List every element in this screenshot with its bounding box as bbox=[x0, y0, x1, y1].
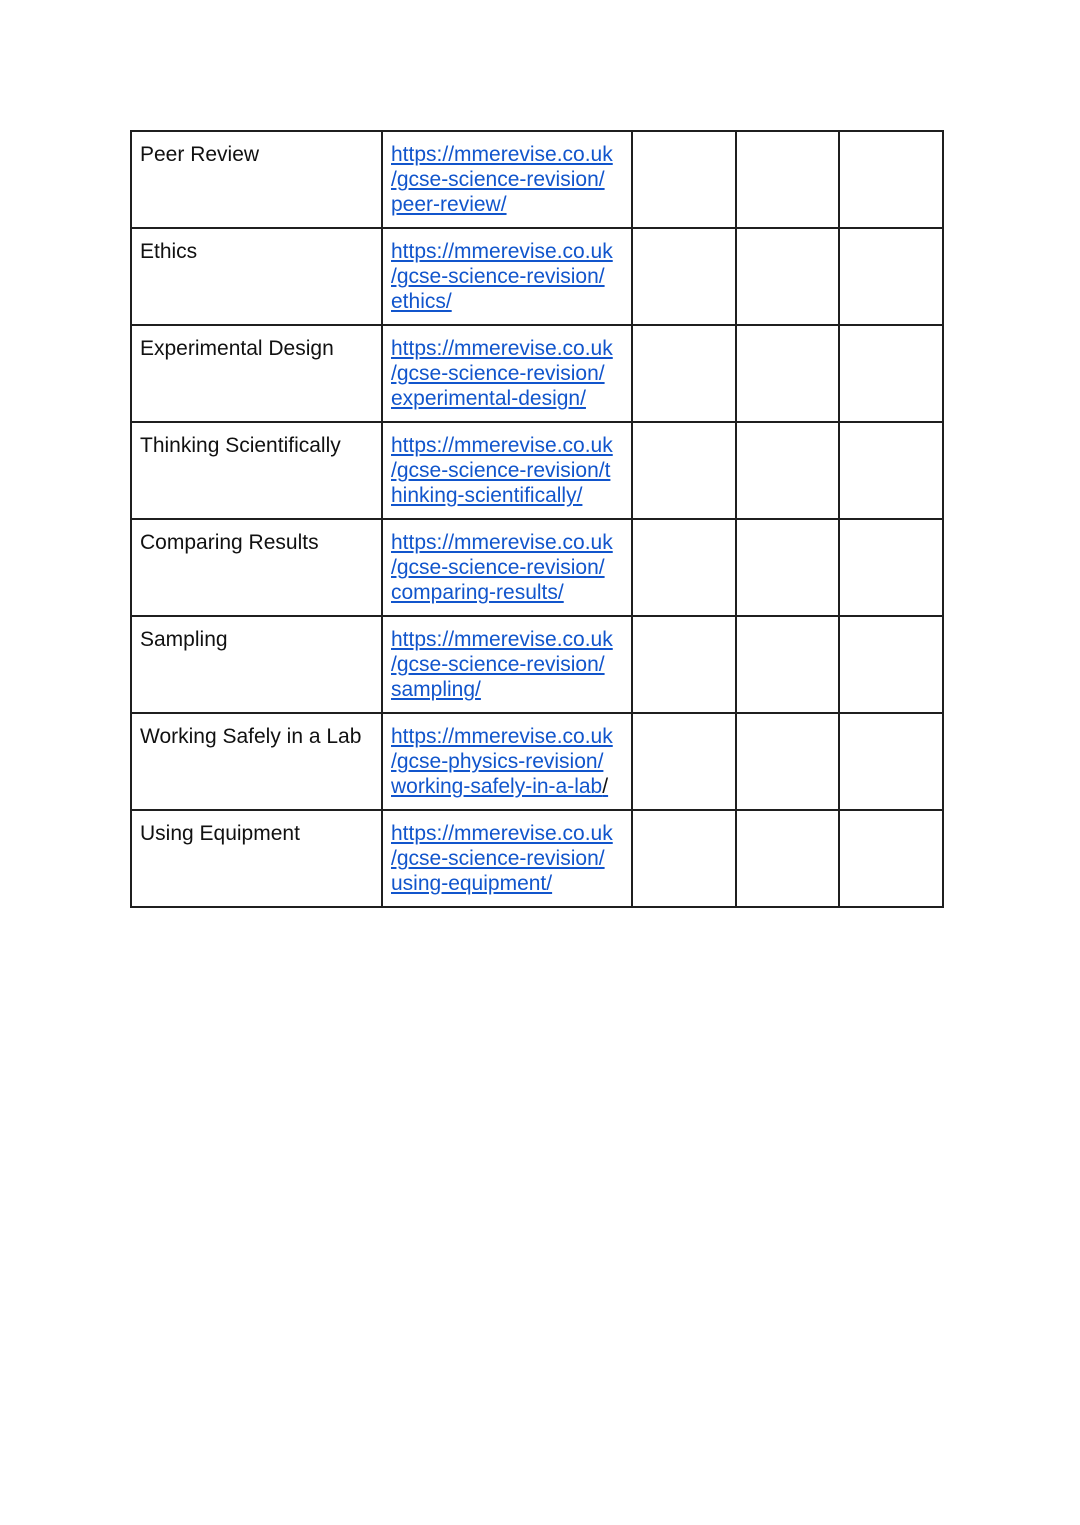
empty-cell-2[interactable] bbox=[736, 713, 839, 810]
topic-cell bbox=[131, 131, 382, 228]
empty-cell-3[interactable] bbox=[839, 810, 943, 907]
topic-cell bbox=[131, 616, 382, 713]
empty-cell-3[interactable] bbox=[839, 519, 943, 616]
link-line: /gcse-science-revision/ bbox=[391, 362, 605, 385]
empty-cell-1[interactable] bbox=[632, 228, 736, 325]
table-row bbox=[131, 422, 943, 519]
revision-link[interactable] bbox=[391, 627, 623, 702]
topic-label: Peer Review bbox=[140, 143, 260, 166]
link-trailing-slash: / bbox=[602, 775, 609, 798]
topic-cell bbox=[131, 228, 382, 325]
empty-cell-3[interactable] bbox=[839, 131, 943, 228]
link-line: using-equipment/ bbox=[391, 872, 553, 895]
topic-label: Sampling bbox=[140, 628, 228, 651]
table-row bbox=[131, 616, 943, 713]
topic-label: Comparing Results bbox=[140, 531, 319, 554]
topic-cell bbox=[131, 422, 382, 519]
empty-cell-2[interactable] bbox=[736, 131, 839, 228]
empty-cell-1[interactable] bbox=[632, 131, 736, 228]
empty-cell-2[interactable] bbox=[736, 325, 839, 422]
empty-cell-2[interactable] bbox=[736, 616, 839, 713]
link-line: hinking-scientifically/ bbox=[391, 484, 583, 507]
empty-cell-1[interactable] bbox=[632, 810, 736, 907]
empty-cell-1[interactable] bbox=[632, 422, 736, 519]
link-line: /gcse-science-revision/ bbox=[391, 265, 605, 288]
link-line: https://mmerevise.co.uk bbox=[391, 822, 613, 845]
revision-link[interactable] bbox=[391, 239, 623, 314]
empty-cell-2[interactable] bbox=[736, 422, 839, 519]
link-line: ethics/ bbox=[391, 290, 452, 313]
table-row bbox=[131, 519, 943, 616]
link-line: sampling/ bbox=[391, 678, 481, 701]
link-line: /gcse-science-revision/ bbox=[391, 556, 605, 579]
link-line: https://mmerevise.co.uk bbox=[391, 434, 613, 457]
link-cell bbox=[382, 616, 632, 713]
empty-cell-2[interactable] bbox=[736, 228, 839, 325]
link-line: https://mmerevise.co.uk bbox=[391, 240, 613, 263]
link-line: peer-review/ bbox=[391, 193, 507, 216]
link-line: https://mmerevise.co.uk bbox=[391, 337, 613, 360]
topic-cell bbox=[131, 713, 382, 810]
link-cell bbox=[382, 713, 632, 810]
revision-link[interactable] bbox=[391, 821, 623, 896]
revision-link[interactable] bbox=[391, 336, 623, 411]
table-row bbox=[131, 228, 943, 325]
topic-label: Working Safely in a Lab bbox=[140, 725, 362, 748]
topic-cell bbox=[131, 325, 382, 422]
revision-link[interactable] bbox=[391, 433, 623, 508]
revision-link[interactable] bbox=[391, 724, 623, 799]
link-cell bbox=[382, 325, 632, 422]
topic-label: Thinking Scientifically bbox=[140, 434, 341, 457]
link-cell bbox=[382, 519, 632, 616]
empty-cell-3[interactable] bbox=[839, 422, 943, 519]
empty-cell-3[interactable] bbox=[839, 228, 943, 325]
revision-topics-table bbox=[130, 130, 944, 908]
topic-label: Using Equipment bbox=[140, 822, 300, 845]
topic-label: Experimental Design bbox=[140, 337, 334, 360]
empty-cell-1[interactable] bbox=[632, 325, 736, 422]
revision-link[interactable] bbox=[391, 530, 623, 605]
table-body bbox=[131, 131, 943, 907]
link-line: experimental-design/ bbox=[391, 387, 586, 410]
link-line bbox=[391, 774, 623, 799]
link-line: /gcse-science-revision/ bbox=[391, 168, 605, 191]
table-row bbox=[131, 131, 943, 228]
link-line: https://mmerevise.co.uk bbox=[391, 531, 613, 554]
link-line: /gcse-science-revision/t bbox=[391, 459, 611, 482]
empty-cell-3[interactable] bbox=[839, 325, 943, 422]
empty-cell-3[interactable] bbox=[839, 713, 943, 810]
link-line-linked: working-safely-in-a-lab bbox=[391, 775, 603, 798]
link-cell bbox=[382, 810, 632, 907]
link-line: https://mmerevise.co.uk bbox=[391, 628, 613, 651]
link-line: https://mmerevise.co.uk bbox=[391, 143, 613, 166]
link-cell bbox=[382, 131, 632, 228]
topic-cell bbox=[131, 810, 382, 907]
empty-cell-2[interactable] bbox=[736, 519, 839, 616]
link-line: https://mmerevise.co.uk bbox=[391, 725, 613, 748]
link-cell bbox=[382, 228, 632, 325]
link-line: /gcse-physics-revision/ bbox=[391, 750, 604, 773]
topic-cell bbox=[131, 519, 382, 616]
link-line: comparing-results/ bbox=[391, 581, 564, 604]
table-row bbox=[131, 810, 943, 907]
empty-cell-1[interactable] bbox=[632, 519, 736, 616]
link-line: /gcse-science-revision/ bbox=[391, 653, 605, 676]
table-row bbox=[131, 325, 943, 422]
empty-cell-1[interactable] bbox=[632, 616, 736, 713]
empty-cell-3[interactable] bbox=[839, 616, 943, 713]
empty-cell-1[interactable] bbox=[632, 713, 736, 810]
revision-link[interactable] bbox=[391, 142, 623, 217]
topic-label: Ethics bbox=[140, 240, 198, 263]
link-cell bbox=[382, 422, 632, 519]
table-row bbox=[131, 713, 943, 810]
empty-cell-2[interactable] bbox=[736, 810, 839, 907]
link-line: /gcse-science-revision/ bbox=[391, 847, 605, 870]
